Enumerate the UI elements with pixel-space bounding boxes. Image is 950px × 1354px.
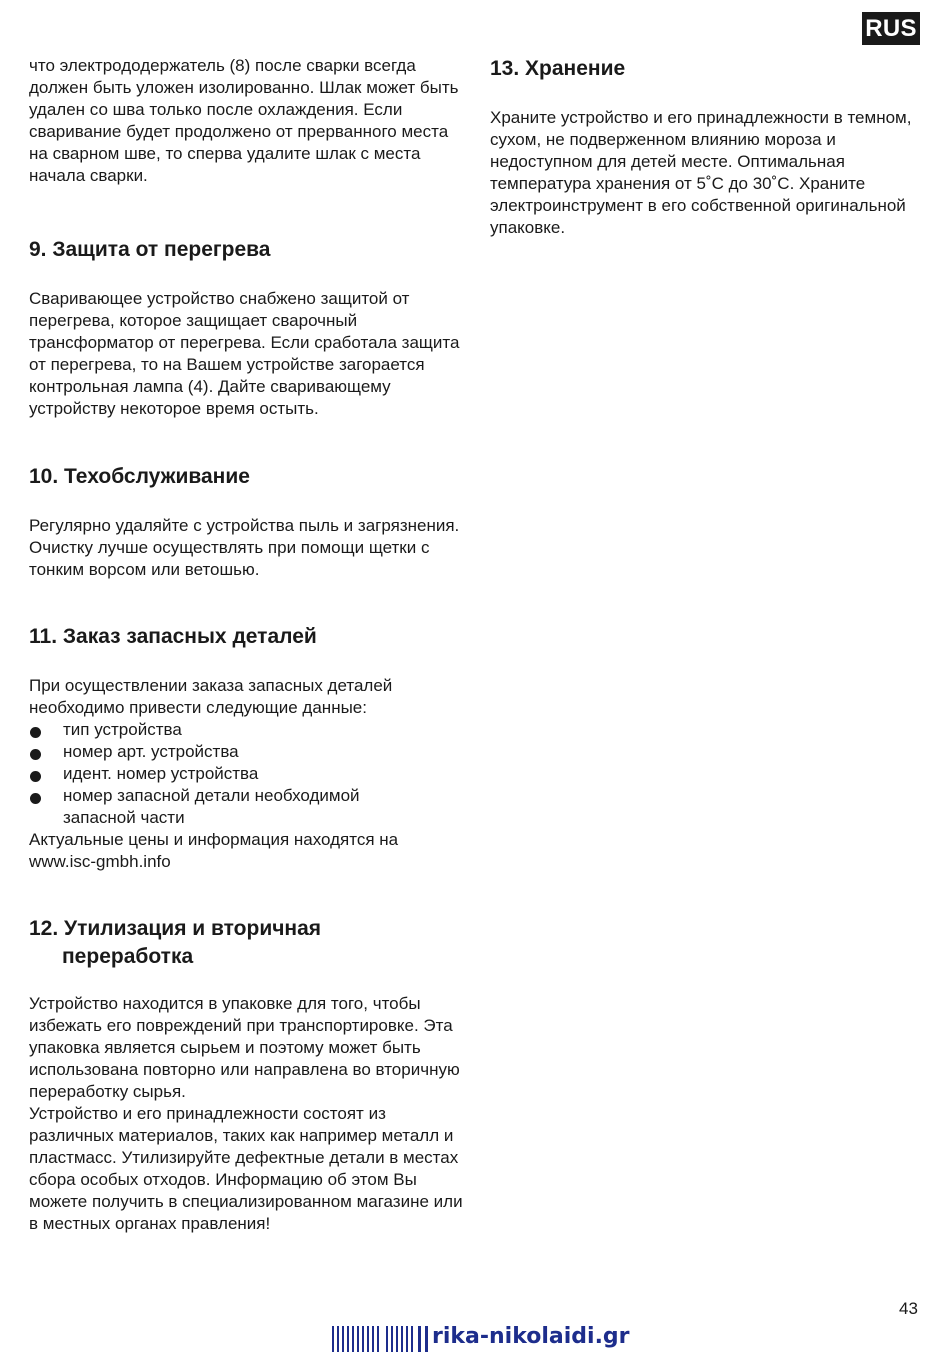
section-11-outro: Актуальные цены и информация находятся на www.isc-gmbh.info <box>29 830 399 871</box>
intro-paragraph: что электрододержатель (8) после сварки всегда должен быть уложен изолированно. Шлак может быть удален со шва только после охлаждения. Если сваривание будет продолжено от прерванного места на сварном шве, то сперва удалите шлак с места начала сварки. <box>29 56 459 185</box>
section-13-title: 13. Хранение <box>490 57 626 80</box>
list-item: номер арт. устройства <box>29 741 469 763</box>
bullet-icon <box>30 749 41 760</box>
section-12-body-2: Устройство и его принадлежности состоят из различных материалов, таких как например металл и пластмасс. Утилизируйте дефектные детали в местах сбора особых отходов. Информацию об этом Вы можете получить в специализированном магазине или в местных органах правления! <box>29 1104 463 1233</box>
page-number: 43 <box>899 1299 918 1318</box>
bullet-icon <box>30 771 41 782</box>
spare-parts-list <box>29 719 469 829</box>
list-item: тип устройства <box>29 719 469 741</box>
section-12-body-1: Устройство находится в упаковке для того, чтобы избежать его повреждений при транспортировке. Эта упаковка является сырьем и поэтому может быть использована повторно или направлена во вторичную переработку сырья. <box>29 994 460 1101</box>
section-11-title: 11. Заказ запасных деталей <box>29 625 317 648</box>
section-12-title <box>29 915 469 971</box>
watermark <box>330 1318 630 1354</box>
section-12-title-line1: 12. Утилизация и вторичная <box>29 917 322 940</box>
right-column <box>490 55 930 239</box>
section-11-intro: При осуществлении заказа запасных деталей необходимо привести следующие данные: <box>29 676 393 717</box>
list-item: идент. номер устройства <box>29 763 469 785</box>
watermark-text: rika-nikolaidi.gr <box>432 1323 630 1349</box>
language-badge: RUS <box>862 12 920 45</box>
section-9-body: Сваривающее устройство снабжено защитой от перегрева, которое защищает сварочный трансформатор от перегрева. Если сработала защита от перегрева, то на Вашем устройстве загорается контрольная лампа (4). Дайте сваривающему устройству некоторое время остыть. <box>29 289 460 418</box>
section-9-title: 9. Защита от перегрева <box>29 238 271 261</box>
bullet-icon <box>30 793 41 804</box>
list-item: номер запасной детали необходимой запасной части <box>29 785 469 829</box>
section-10-body: Регулярно удаляйте с устройства пыль и загрязнения. Очистку лучше осуществлять при помощи щетки с тонким ворсом или ветошью. <box>29 516 460 579</box>
section-10-title: 10. Техобслуживание <box>29 465 250 488</box>
section-12-title-line2: переработка <box>62 945 194 968</box>
barcode-icon <box>330 1326 430 1352</box>
bullet-icon <box>30 727 41 738</box>
section-13-body: Храните устройство и его принадлежности в темном, сухом, не подверженном влиянию мороза и недоступном для детей месте. Оптимальная температура хранения от 5˚С до 30˚С. Храните электроинструмент в его собственной оригинальной упаковке. <box>490 108 912 237</box>
left-column <box>29 55 469 1235</box>
